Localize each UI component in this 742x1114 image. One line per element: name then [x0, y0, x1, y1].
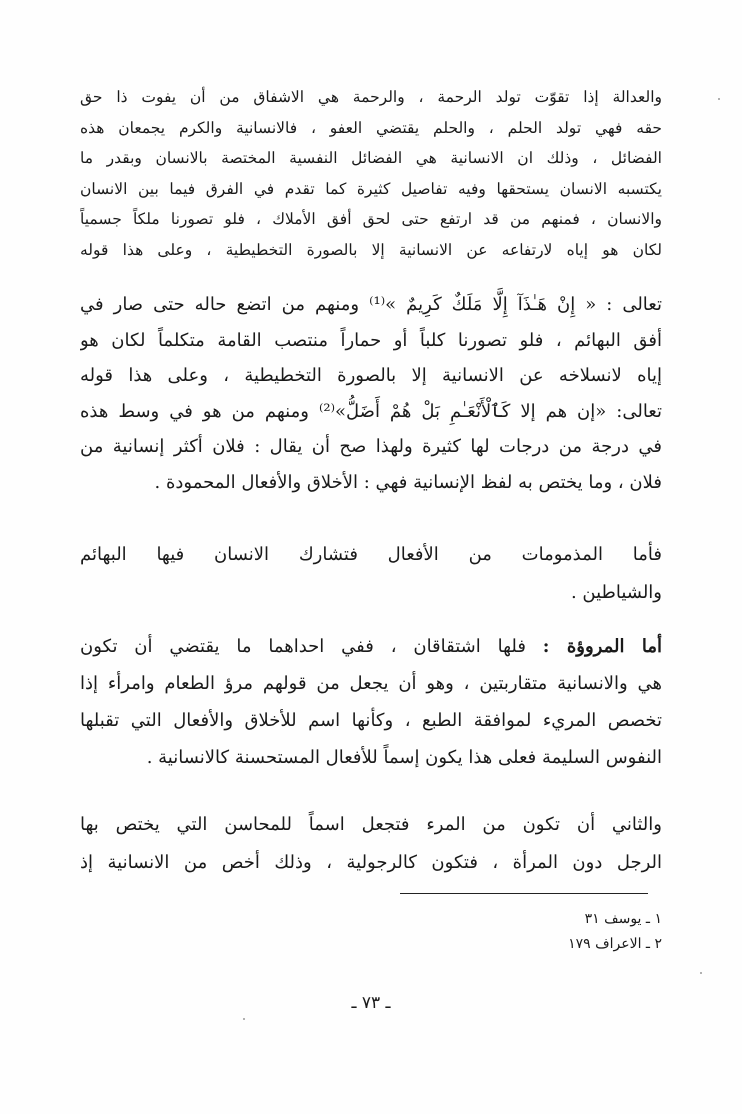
paragraph-4	[80, 806, 662, 882]
paragraph-2	[80, 536, 662, 612]
footnote-divider	[400, 893, 648, 894]
text-line: الفضائل ، وذلك ان الانسانية هي الفضائل النفسية المختصة بالانسان وبقدر ما	[80, 149, 662, 168]
text-line: هي والانسانية متقاربتين ، وهو أن يجعل من قولهم مرؤ الطعام وامرأء إذا	[80, 673, 662, 694]
text-line: والانسان ، فمنهم من قد ارتفع حتى لحق أفق الأملاك ، فلو تصورنا ملكاً جسمياً	[80, 210, 662, 229]
scan-speck	[243, 1018, 245, 1020]
footnotes	[568, 907, 662, 957]
text-line	[80, 628, 662, 665]
text-line: حقه فهي تولد الحلم ، والحلم يقتضي العفو ، فالانسانية والكرم يجمعان هذه	[80, 118, 662, 137]
text-line: والعدالة إذا تقوّت تولد الرحمة ، والرحمة هي الاشفاق من أن يفوت ذا حق	[80, 88, 662, 106]
text-line: والشياطين .	[570, 582, 662, 603]
text-line: تعالى : « إِنْ هَـٰذَآ إِلَّا مَلَكٌ كَرِيمٌ »⁽¹⁾ ومنهم من اتضع حاله حتى صار في	[80, 294, 662, 315]
text-line: فلان ، وما يختص به لفظ الإنسانية فهي : الأخلاق والأفعال المحمودة .	[154, 471, 662, 493]
paragraph-1-bottom	[80, 287, 662, 500]
paragraph-1-top	[80, 82, 662, 266]
text-line: والثاني أن تكون من المرء فتجعل اسماً للمحاسن التي يختص بها	[80, 814, 662, 835]
text-line: تعالى: «إن هم إلا كَٱلْأَنْعَـٰمِ بَلْ هُمْ أَضَلُّ»⁽²⁾ ومنهم من هو في وسط هذه	[80, 400, 662, 422]
text-line: لكان هو إياه لارتفاعه عن الانسانية إلا بالصورة التخطيطية ، وعلى هذا قوله	[80, 240, 662, 259]
page-number: ـ ٧٣ ـ	[351, 993, 391, 1013]
footnote: ١ ـ يوسف ٣١	[584, 911, 662, 927]
scan-speck	[718, 98, 720, 100]
paragraph-3	[80, 628, 662, 776]
text-line: تخصص المريء لموافقة الطبع ، وكأنها اسم للأخلاق والأفعال التي تقبلها	[80, 710, 662, 731]
text-line: يكتسبه الانسان يستحقها وفيه تفاصيل كثيرة كما تقدم في الفرق فيما بين الانسان	[80, 179, 662, 198]
section-lead: أما المروؤة :	[542, 636, 662, 657]
text-line: أفق البهائم ، فلو تصورنا كلباً أو حماراً منتصب القامة متكلماً لكان هو	[80, 329, 662, 351]
text-line: في درجة من درجات لها كثيرة ولهذا صح أن يقال : فلان أكثر إنسانية من	[80, 436, 662, 457]
scan-speck	[700, 972, 702, 974]
text-line: النفوس السليمة فعلى هذا يكون إسماً للأفعال المستحسنة كالانسانية .	[146, 747, 662, 768]
footnote: ٢ ـ الاعراف ١٧٩	[568, 936, 662, 952]
text-line-rest: فلها اشتقاقان ، ففي احداهما ما يقتضي أن تكون	[80, 636, 543, 657]
text-line: الرجل دون المرأة ، فتكون كالرجولية ، وذلك أخص من الانسانية إذ	[80, 852, 662, 873]
text-line: إياه لانسلاخه عن الانسانية إلا بالصورة التخطيطية ، وعلى هذا قوله	[80, 365, 662, 386]
text-line: فأما المذمومات من الأفعال فتشارك الانسان فيها البهائم	[80, 544, 662, 565]
